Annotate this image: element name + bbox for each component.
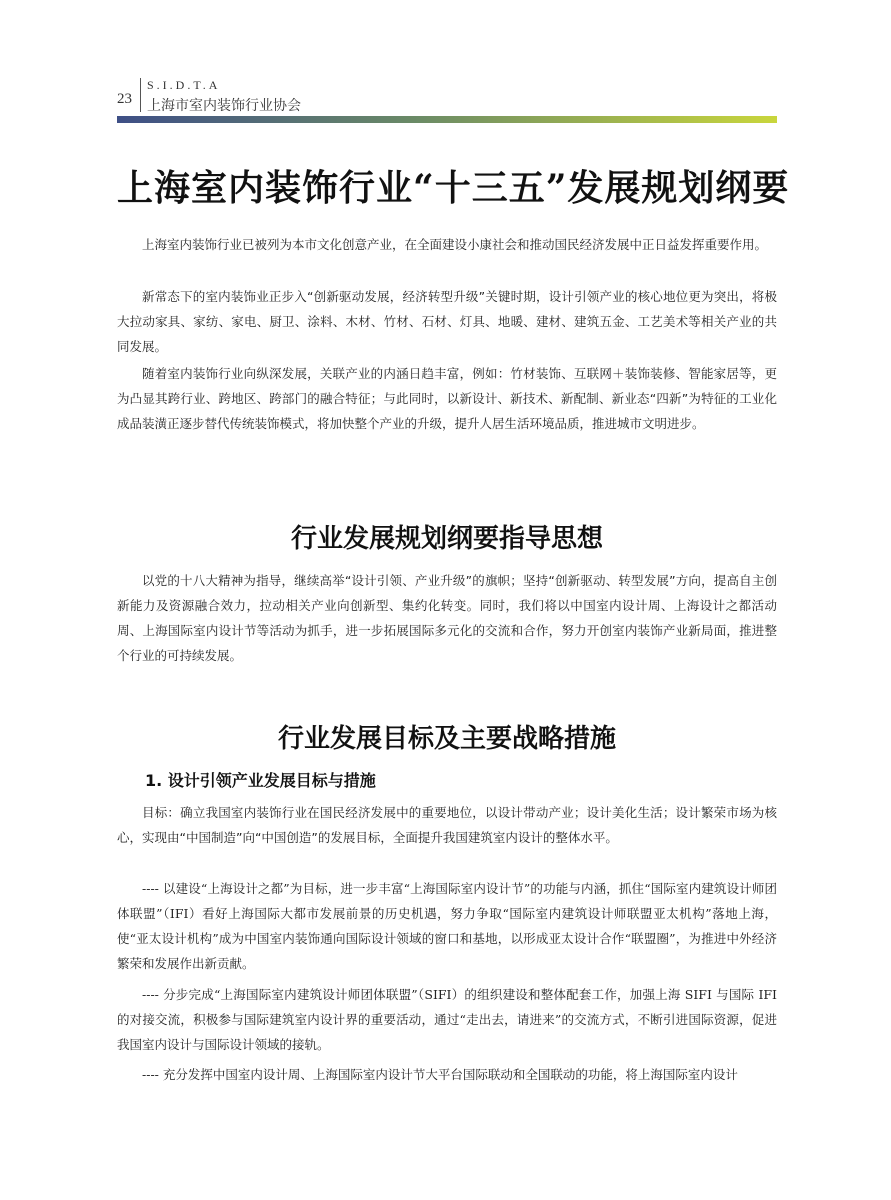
header-divider [140,78,141,112]
org-abbreviation: S.I.D.T.A [147,78,221,92]
org-name: 上海市室内装饰行业协会 [147,98,301,114]
intro-paragraph-2: 新常态下的室内装饰业正步入“创新驱动发展，经济转型升级”关键时期，设计引领产业的核心地位更为突出，将极大拉动家具、家纺、家电、厨卫、涂料、木材、竹材、石材、灯具、地暖、建材、建筑五金、工艺美术等相关产业的共同发展。 [117,289,777,354]
measure-paragraph-2: ---- 分步完成“上海国际室内建筑设计师团体联盟”（SIFI）的组织建设和整体配套工作，加强上海 SIFI 与国际 IFI 的对接交流，积极参与国际建筑室内设计界的重要活动，通过“走出去，请进来”的交流方式，不断引进国际资源，促进我国室内设计与国际设计领域的接轨。 [117,987,777,1052]
header-gradient-bar [117,116,777,123]
section-title-guiding-thought: 行业发展规划纲要指导思想 [290,524,603,554]
subsection-heading-design-led: 1. 设计引领产业发展目标与措施 [145,771,376,790]
goal-paragraph: 目标：确立我国室内装饰行业在国民经济发展中的重要地位，以设计带动产业；设计美化生活；设计繁荣市场为核心，实现由“中国制造”向“中国创造”的发展目标，全面提升我国建筑室内设计的整体水平。 [117,805,777,845]
measure-paragraph-1: ---- 以建设“上海设计之都”为目标，进一步丰富“上海国际室内设计节”的功能与内涵，抓住“国际室内建筑设计师团体联盟”（IFI）看好上海国际大都市发展前景的历史机遇，努力争取“国际室内建筑设计师联盟亚太机构”落地上海，使“亚太设计机构”成为中国室内装饰通向国际设计领域的窗口和基地，以形成亚太设计合作“联盟圈”，为推进中外经济繁荣和发展作出新贡献。 [117,881,777,971]
guiding-thought-paragraph: 以党的十八大精神为指导，继续高举“设计引领、产业升级”的旗帜；坚持“创新驱动、转型发展”方向，提高自主创新能力及资源融合效力，拉动相关产业向创新型、集约化转变。同时，我们将以中国室内设计周、上海设计之都活动周、上海国际室内设计节等活动为抓手，进一步拓展国际多元化的交流和合作，努力开创室内装饰产业新局面，推进整个行业的可持续发展。 [117,573,777,663]
intro-paragraph-1: 上海室内装饰行业已被列为本市文化创意产业，在全面建设小康社会和推动国民经济发展中正日益发挥重要作用。 [142,237,768,252]
section-title-goals-strategies: 行业发展目标及主要战略措施 [277,724,616,754]
document-title: 上海室内装饰行业“十三五”发展规划纲要 [117,167,790,209]
measure-paragraph-3: ---- 充分发挥中国室内设计周、上海国际室内设计节大平台国际联动和全国联动的功能，将上海国际室内设计 [142,1067,738,1082]
page-number: 23 [117,91,132,107]
intro-paragraph-3: 随着室内装饰行业向纵深发展，关联产业的内涵日趋丰富，例如：竹材装饰、互联网＋装饰装修、智能家居等，更为凸显其跨行业、跨地区、跨部门的融合特征；与此同时，以新设计、新技术、新配制、新业态“四新”为特征的工业化成品装潢正逐步替代传统装饰模式，将加快整个产业的升级，提升人居生活环境品质，推进城市文明进步。 [117,366,777,431]
page-header [117,62,777,124]
